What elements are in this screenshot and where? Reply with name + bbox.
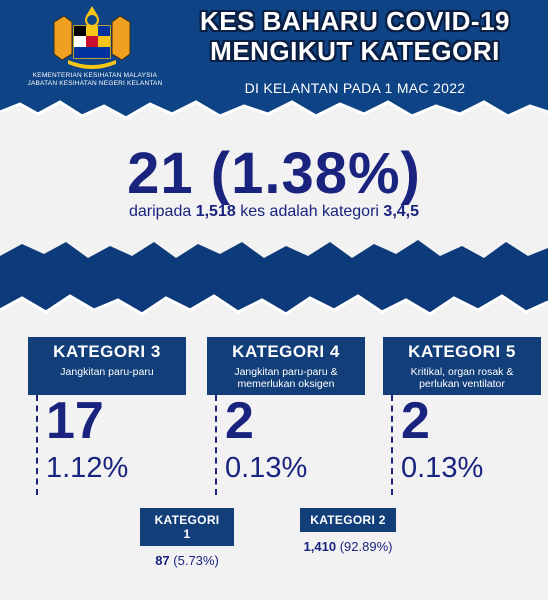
summary-prefix: daripada <box>128 203 192 220</box>
category-1-value <box>140 553 234 568</box>
category-3-title: KATEGORI 3 <box>53 342 161 361</box>
category-3-desc-line-1: Jangkitan paru-paru <box>60 366 154 378</box>
summary-middle: kes adalah kategori <box>240 203 379 220</box>
category-5-desc-line-1: Kritikal, organ rosak & <box>410 366 514 378</box>
category-1-count: 87 <box>155 553 170 568</box>
category-4-body <box>215 392 365 495</box>
category-5-card <box>383 337 541 495</box>
category-5-count: 2 <box>401 392 430 450</box>
ministry-name <box>10 72 180 88</box>
category-5-divider <box>391 395 393 495</box>
category-5-body <box>391 392 541 495</box>
category-2-count: 1,410 <box>303 539 337 554</box>
category-1-title: KATEGORI 1 <box>140 508 234 546</box>
category-3-card <box>28 337 186 495</box>
category-3-desc <box>28 366 186 378</box>
category-2-card <box>300 508 396 554</box>
summary-headline: 21 (1.38%) <box>127 141 421 206</box>
page-title <box>170 6 540 66</box>
category-4-desc <box>207 366 365 390</box>
category-5-title: KATEGORI 5 <box>408 342 516 361</box>
title-line-1: KES BAHARU COVID-19 <box>200 6 510 36</box>
category-4-title: KATEGORI 4 <box>232 342 340 361</box>
category-4-divider <box>215 395 217 495</box>
summary-text <box>0 203 548 221</box>
page-subtitle: DI KELANTAN PADA 1 MAC 2022 <box>244 80 466 96</box>
category-4-desc-line-2: memerlukan oksigen <box>237 378 335 390</box>
category-5-desc <box>383 366 541 390</box>
category-2-value <box>284 539 412 554</box>
category-4-percent: 0.13% <box>225 452 308 484</box>
category-3-header <box>28 337 186 395</box>
category-3-count: 17 <box>46 392 104 450</box>
category-1-percent: (5.73%) <box>173 553 219 568</box>
category-5-desc-line-2: perlukan ventilator <box>419 378 505 390</box>
category-2-title: KATEGORI 2 <box>300 508 396 532</box>
summary-total: 1,518 <box>195 203 236 220</box>
category-4-count: 2 <box>225 392 254 450</box>
category-2-percent: (92.89%) <box>339 539 393 554</box>
ministry-line-1: KEMENTERIAN KESIHATAN MALAYSIA <box>32 72 158 79</box>
coat-of-arms-icon <box>42 4 142 70</box>
category-4-card <box>207 337 365 495</box>
category-3-divider <box>36 395 38 495</box>
category-5-header <box>383 337 541 395</box>
category-4-header <box>207 337 365 395</box>
category-1-card <box>140 508 234 568</box>
category-3-percent: 1.12% <box>46 452 129 484</box>
category-5-percent: 0.13% <box>401 452 484 484</box>
summary-categories: 3,4,5 <box>383 203 420 220</box>
ministry-line-2: JABATAN KESIHATAN NEGERI KELANTAN <box>27 80 163 87</box>
category-3-body <box>36 392 186 495</box>
category-4-desc-line-1: Jangkitan paru-paru & <box>234 366 338 378</box>
title-line-2: MENGIKUT KATEGORI <box>210 36 500 66</box>
